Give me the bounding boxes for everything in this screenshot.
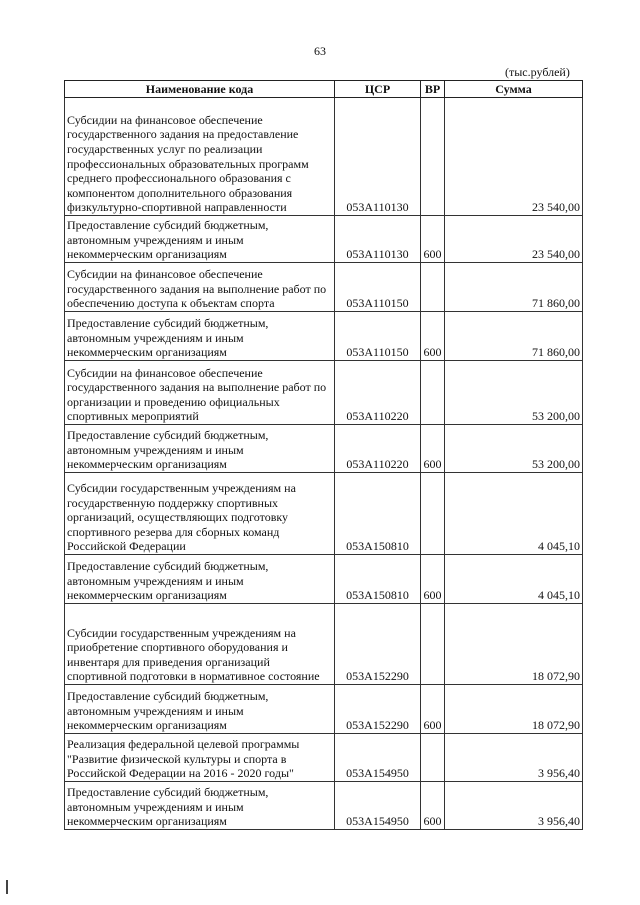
row-vr: [421, 263, 445, 312]
row-sum: 18 072,90: [445, 685, 583, 734]
row-csr: 053А150810: [335, 555, 421, 604]
row-sum: 18 072,90: [445, 604, 583, 685]
table-row: [65, 734, 583, 782]
row-vr: 600: [421, 216, 445, 263]
row-sum: 3 956,40: [445, 734, 583, 782]
row-name: Предоставление субсидий бюджетным, автономным учреждениям и иным некоммерческим организациям: [65, 782, 335, 830]
row-sum: 71 860,00: [445, 263, 583, 312]
table-row: [65, 473, 583, 555]
row-csr: 053А150810: [335, 473, 421, 555]
budget-table: [64, 80, 583, 830]
row-sum: 53 200,00: [445, 361, 583, 425]
row-csr: 053А110150: [335, 263, 421, 312]
row-name: Предоставление субсидий бюджетным, автономным учреждениям и иным некоммерческим организациям: [65, 555, 335, 604]
table-row: [65, 555, 583, 604]
table-row: [65, 685, 583, 734]
table-row: [65, 604, 583, 685]
row-name: Предоставление субсидий бюджетным, автономным учреждениям и иным некоммерческим организациям: [65, 312, 335, 361]
row-vr: 600: [421, 425, 445, 473]
row-csr: 053А110220: [335, 425, 421, 473]
row-csr: 053А110220: [335, 361, 421, 425]
row-vr: 600: [421, 685, 445, 734]
row-sum: 53 200,00: [445, 425, 583, 473]
row-vr: [421, 361, 445, 425]
row-vr: [421, 604, 445, 685]
row-name: Реализация федеральной целевой программы "Развитие физической культуры и спорта в Российской Федерации на 2016 - 2020 годы": [65, 734, 335, 782]
page-number: 63: [314, 44, 326, 58]
table-row: [65, 216, 583, 263]
unit-label: (тыс.рублей): [505, 65, 570, 79]
row-csr: 053А152290: [335, 685, 421, 734]
scan-margin-mark: [6, 880, 8, 894]
table-row: [65, 312, 583, 361]
row-csr: 053А110130: [335, 98, 421, 216]
row-name: Субсидии государственным учреждениям на приобретение спортивного оборудования и инвентаря для приведения организаций спортивной подготовки в нормативное состояние: [65, 604, 335, 685]
table-row: [65, 782, 583, 830]
row-sum: 3 956,40: [445, 782, 583, 830]
row-csr: 053А154950: [335, 734, 421, 782]
row-vr: 600: [421, 782, 445, 830]
row-name: Субсидии на финансовое обеспечение государственного задания на выполнение работ по обеспечению доступа к объектам спорта: [65, 263, 335, 312]
row-csr: 053А110130: [335, 216, 421, 263]
row-name: Субсидии на финансовое обеспечение государственного задания на выполнение работ по организации и проведению официальных спортивных мероприятий: [65, 361, 335, 425]
row-csr: 053А154950: [335, 782, 421, 830]
table-row: [65, 361, 583, 425]
row-sum: 71 860,00: [445, 312, 583, 361]
row-vr: 600: [421, 555, 445, 604]
row-sum: 23 540,00: [445, 216, 583, 263]
header-vr: ВР: [421, 81, 445, 98]
table-row: [65, 98, 583, 216]
row-name: Предоставление субсидий бюджетным, автономным учреждениям и иным некоммерческим организациям: [65, 216, 335, 263]
header-name: Наименование кода: [65, 81, 335, 98]
row-name: Субсидии государственным учреждениям на государственную поддержку спортивных организаций, осуществляющих подготовку спортивного резерва для сборных команд Российской Федерации: [65, 473, 335, 555]
row-name: Субсидии на финансовое обеспечение государственного задания на предоставление государственных услуг по реализации профессиональных образовательных программ среднего профессионального образования с компонентом дополнительного образования физкультурно-спортивной направленности: [65, 98, 335, 216]
table-row: [65, 425, 583, 473]
row-csr: 053А110150: [335, 312, 421, 361]
header-csr: ЦСР: [335, 81, 421, 98]
row-vr: [421, 734, 445, 782]
row-sum: 4 045,10: [445, 473, 583, 555]
table-header-row: [65, 81, 583, 98]
header-sum: Сумма: [445, 81, 583, 98]
row-sum: 23 540,00: [445, 98, 583, 216]
row-name: Предоставление субсидий бюджетным, автономным учреждениям и иным некоммерческим организациям: [65, 425, 335, 473]
table-row: [65, 263, 583, 312]
row-sum: 4 045,10: [445, 555, 583, 604]
row-csr: 053А152290: [335, 604, 421, 685]
row-vr: [421, 473, 445, 555]
row-vr: 600: [421, 312, 445, 361]
row-name: Предоставление субсидий бюджетным, автономным учреждениям и иным некоммерческим организациям: [65, 685, 335, 734]
row-vr: [421, 98, 445, 216]
